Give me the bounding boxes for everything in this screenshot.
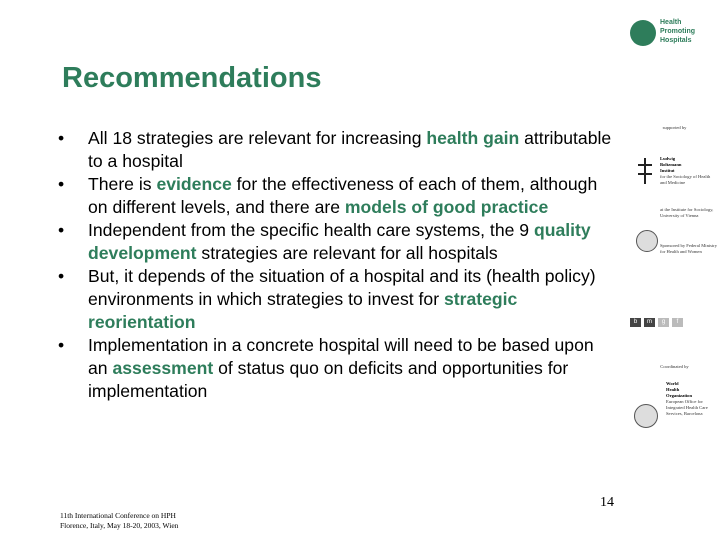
who-line2: Health: [666, 387, 680, 392]
highlight-text: assessment: [112, 358, 214, 378]
highlight-text: strategic reorientation: [88, 289, 518, 332]
who-desc: European Office for Integrated Health Care Services, Barcelona: [666, 399, 708, 416]
bullet-text: There is: [88, 174, 157, 194]
bullet-text: Independent from the specific health care systems, the 9: [88, 220, 534, 240]
bullet-text: attributable to a hospital: [88, 128, 612, 171]
bmgf-square-f: f: [672, 318, 683, 327]
hph-logo: [630, 18, 720, 48]
austria-eagle-icon: [636, 230, 658, 252]
lbi-name2: Boltzmann: [660, 162, 682, 167]
recommendation-item: [58, 265, 618, 334]
recommendation-item: [58, 219, 618, 265]
sponsor-text: Sponsored by Federal Ministry for Health and Women: [660, 243, 718, 254]
recommendation-list: [58, 127, 618, 403]
bullet-text: of status quo on deficits and opportunities for implementation: [88, 358, 569, 401]
highlight-text: health gain: [426, 128, 520, 148]
coordinated-by-label: Coordinated by: [660, 364, 689, 369]
footer: [60, 511, 178, 531]
lbi-block: [660, 156, 718, 186]
who-block: [666, 381, 718, 417]
recommendation-item: [58, 173, 618, 219]
footer-line1: 11th International Conference on HPH: [60, 511, 176, 520]
who-emblem-icon: [634, 404, 658, 428]
who-line3: Organization: [666, 393, 693, 398]
logo-line3: Hospitals: [660, 37, 692, 44]
bullet-text: All 18 strategies are relevant for increasing: [88, 128, 427, 148]
hph-logo-text: [660, 18, 695, 45]
logo-line1: Health: [660, 19, 682, 26]
page-number: 14: [600, 495, 614, 510]
bmgf-square-m: m: [644, 318, 655, 327]
bmgf-logo: [630, 318, 683, 327]
uni-desc: at the Institute for Sociology, University of Vienna: [660, 207, 714, 218]
recommendation-item: [58, 334, 618, 403]
supported-by-label: supported by: [662, 125, 687, 130]
bullet-text: Implementation in a concrete hospital will need to be based upon an: [88, 335, 594, 378]
bullet-text: for the effectiveness of each of them, although on different levels, and there are: [88, 174, 598, 217]
lbi-desc: for the Sociology of Health and Medicine: [660, 174, 711, 185]
logo-line2: Promoting: [660, 28, 695, 35]
bullet-text: strategies are relevant for all hospitals: [196, 243, 498, 263]
recommendation-item: [58, 127, 618, 173]
lbi-name3: Institut: [660, 168, 675, 173]
footer-line2: Florence, Italy, May 18-20, 2003, Wien: [60, 521, 179, 530]
lbi-cross-icon: [638, 158, 652, 184]
hph-logo-circle-icon: [630, 20, 656, 46]
who-line1: World: [666, 381, 679, 386]
highlight-text: quality development: [88, 220, 591, 263]
highlight-text: evidence: [156, 174, 232, 194]
bullet-text: But, it depends of the situation of a hospital and its (health policy) environments in which strategies to invest for: [88, 266, 596, 309]
bmgf-square-b: b: [630, 318, 641, 327]
bmgf-square-g: g: [658, 318, 669, 327]
slide-title: Recommendations: [62, 62, 322, 94]
highlight-text: models of good practice: [344, 197, 549, 217]
lbi-name1: Ludwig: [660, 156, 676, 161]
